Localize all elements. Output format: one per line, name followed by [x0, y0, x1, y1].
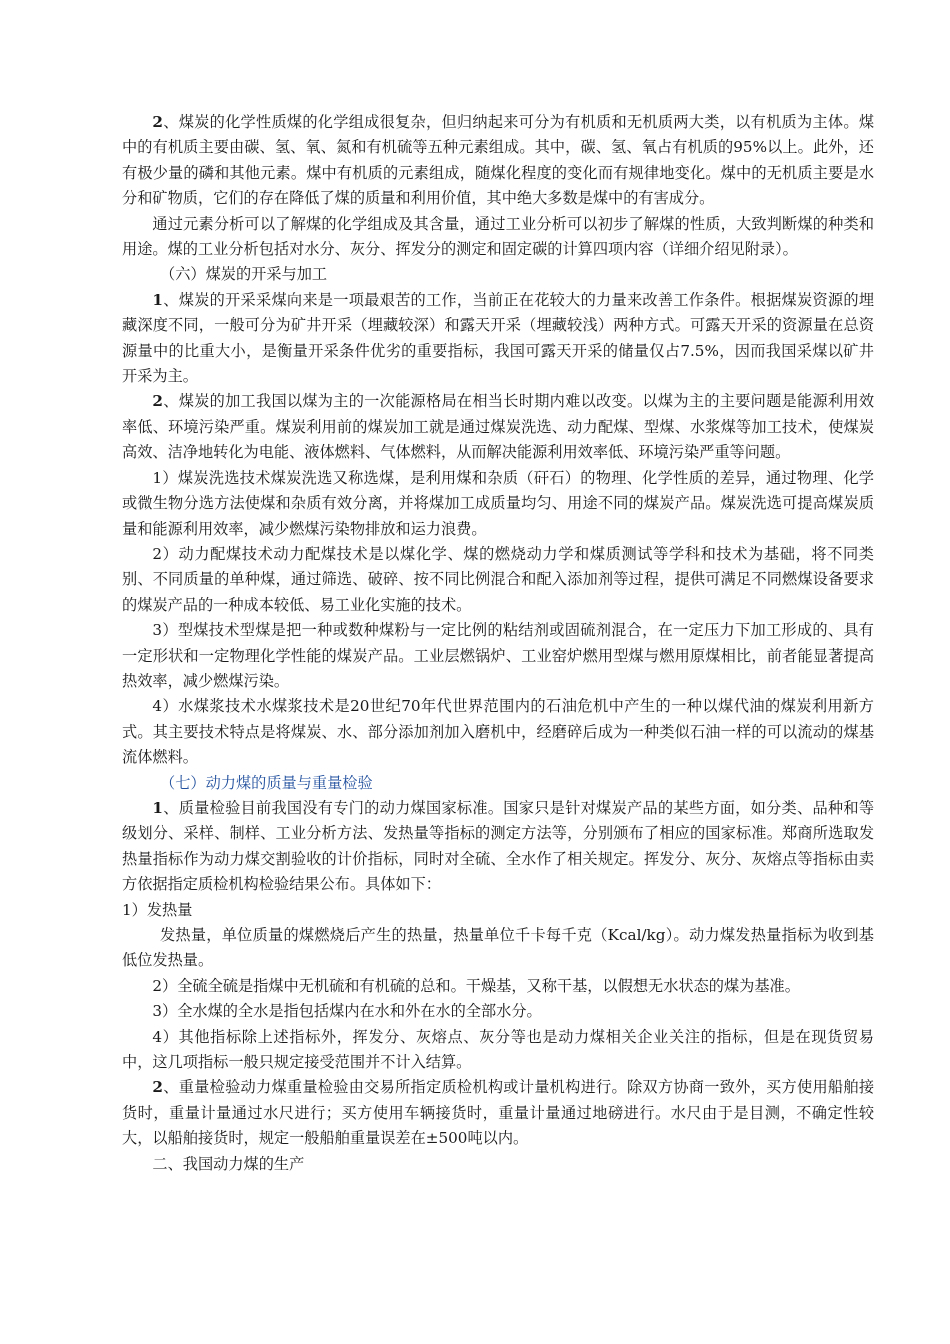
paragraph-text: 4）其他指标除上述指标外，挥发分、灰熔点、灰分等也是动力煤相关企业关注的指标，但是在现货贸易中，这几项指标一般只规定接受范围并不计入结算。 — [122, 1027, 874, 1072]
heading-text: （六）煤炭的开采与加工 — [160, 265, 328, 284]
paragraph-analysis — [122, 212, 874, 263]
paragraph-blending — [122, 542, 874, 618]
section-heading-production — [122, 1152, 874, 1177]
paragraph-text: 2）全硫全硫是指煤中无机硫和有机硫的总和。干燥基，又称干基，以假想无水状态的煤为基准。 — [152, 976, 800, 995]
paragraph-weight — [122, 1075, 874, 1151]
paragraph-text: 、煤炭的开采采煤向来是一项最艰苦的工作，当前正在花较大的力量来改善工作条件。根据煤炭资源的埋藏深度不同，一般可分为矿井开采（埋藏较深）和露天开采（埋藏较浅）两种方式。可露天开采的资源量在总资源量中的比重大小，是衡量开采条件优劣的重要指标，我国可露天开采的储量仅占7.5%，因而我国采煤以矿井开采为主。 — [122, 290, 874, 386]
paragraph-others — [122, 1025, 874, 1076]
paragraph-mining — [122, 288, 874, 390]
paragraph-text: 3）型煤技术型煤是把一种或数种煤粉与一定比例的粘结剂或固硫剂混合，在一定压力下加工形成的、具有一定形状和一定物理化学性能的煤炭产品。工业层燃锅炉、工业窑炉燃用型煤与燃用原煤相比，前者能显著提高热效率，减少燃煤污染。 — [122, 621, 874, 690]
paragraph-slurry — [122, 694, 874, 770]
paragraph-quality — [122, 796, 874, 898]
item-number: 1 — [152, 798, 163, 817]
paragraph-sulfur — [122, 974, 874, 999]
document-page — [122, 110, 874, 1177]
item-number: 2 — [152, 113, 163, 131]
paragraph-text: 2）动力配煤技术动力配煤技术是以煤化学、煤的燃烧动力学和煤质测试等学科和技术为基础，将不同类别、不同质量的单种煤，通过筛选、破碎、按不同比例混合和配入添加剂等过程，提供可满足不同燃煤设备要求的煤炭产品的一种成本较低、易工业化实施的技术。 — [122, 544, 874, 614]
paragraph-text: 、煤炭的化学性质煤的化学组成很复杂，但归纳起来可分为有机质和无机质两大类，以有机质为主体。煤中的有机质主要由碳、氢、氧、氮和有机硫等五种元素组成。其中，碳、氢、氧占有机质的95%以上。此外，还有极少量的磷和其他元素。煤中有机质的元素组成，随煤化程度的变化而有规律地变化。煤中的无机质主要是水分和矿物质，它们的存在降低了煤的质量和利用价值，其中绝大多数是煤中的有害成分。 — [122, 113, 874, 208]
heading-quality-weight-inspection — [122, 771, 874, 796]
heading-text: （七）动力煤的质量与重量检验 — [160, 773, 373, 792]
paragraph-text: 、重量检验动力煤重量检验由交易所指定质检机构或计量机构进行。除双方协商一致外，买方使用船舶接货时，重量计量通过水尺进行；买方使用车辆接货时，重量计量通过地磅进行。水尺由于是目测，不确定性较大，以船舶接货时，规定一般船舶重量误差在±500吨以内。 — [122, 1078, 874, 1148]
paragraph-text: 1）煤炭洗选技术煤炭洗选又称选煤，是利用煤和杂质（矸石）的物理、化学性质的差异，通过物理、化学或微生物分选方法使煤和杂质有效分离，并将煤加工成质量均匀、用途不同的煤炭产品。煤炭洗选可提高煤炭质量和能源利用效率，减少燃煤污染物排放和运力浪费。 — [122, 468, 874, 538]
paragraph-washing — [122, 466, 874, 542]
subheading-text: 1）发热量 — [122, 900, 193, 919]
item-number: 1 — [152, 290, 163, 309]
paragraph-processing — [122, 389, 874, 465]
paragraph-chem-properties — [122, 110, 874, 212]
paragraph-water — [122, 999, 874, 1024]
paragraph-calorific — [122, 923, 874, 974]
paragraph-briquette — [122, 618, 874, 694]
paragraph-text: 、煤炭的加工我国以煤为主的一次能源格局在相当长时期内难以改变。以煤为主的主要问题是能源利用效率低、环境污染严重。煤炭利用前的煤炭加工就是通过煤炭洗选、动力配煤、型煤、水浆煤等加工技术，使煤炭高效、洁净地转化为电能、液体燃料、气体燃料，从而解决能源利用效率低、环境污染严重等问题。 — [122, 392, 874, 462]
heading-coal-mining-processing — [122, 262, 874, 287]
paragraph-text: 3）全水煤的全水是指包括煤内在水和外在水的全部水分。 — [152, 1002, 542, 1021]
subheading-calorific — [122, 898, 874, 923]
heading-text: 二、我国动力煤的生产 — [152, 1154, 305, 1173]
paragraph-text: 发热量，单位质量的煤燃烧后产生的热量，热量单位千卡每千克（Kcal/kg）。动力煤发热量指标为收到基低位发热量。 — [122, 926, 874, 970]
item-number: 2 — [152, 392, 163, 411]
item-number: 2 — [152, 1078, 163, 1097]
paragraph-text: 通过元素分析可以了解煤的化学组成及其含量，通过工业分析可以初步了解煤的性质，大致判断煤的种类和用途。煤的工业分析包括对水分、灰分、挥发分的测定和固定碳的计算四项内容（详细介绍见附录）。 — [122, 214, 874, 259]
paragraph-text: 、质量检验目前我国没有专门的动力煤国家标准。国家只是针对煤炭产品的某些方面，如分类、品种和等级划分、采样、制样、工业分析方法、发热量等指标的测定方法等，分别颁布了相应的国家标准。郑商所选取发热量指标作为动力煤交割验收的计价指标，同时对全硫、全水作了相关规定。挥发分、灰分、灰熔点等指标由卖方依据指定质检机构检验结果公布。具体如下： — [122, 798, 874, 894]
paragraph-text: 4）水煤浆技术水煤浆技术是20世纪70年代世界范围内的石油危机中产生的一种以煤代油的煤炭利用新方式。其主要技术特点是将煤炭、水、部分添加剂加入磨机中，经磨碎后成为一种类似石油一样的可以流动的煤基流体燃料。 — [122, 697, 874, 767]
